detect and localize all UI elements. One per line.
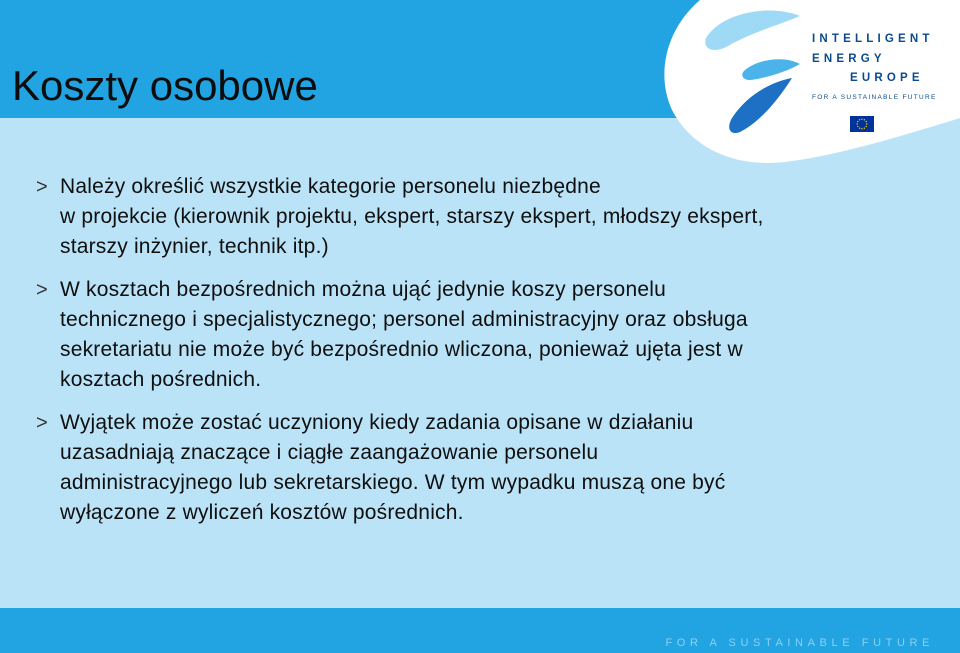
- bullet-line: Wyjątek może zostać uczyniony kiedy zadania opisane w działaniu: [60, 411, 694, 434]
- bullet-line: Należy określić wszystkie kategorie personelu niezbędne: [60, 175, 601, 198]
- bullet-item: [36, 275, 941, 395]
- bullet-list: [36, 172, 941, 541]
- bullet-marker: >: [36, 176, 48, 198]
- footer-tagline: FOR A SUSTAINABLE FUTURE: [665, 637, 934, 649]
- bullet-line: W kosztach bezpośrednich można ująć jedynie koszy personelu: [60, 278, 666, 301]
- eu-flag-icon: [850, 116, 874, 132]
- bullet-text: [60, 275, 941, 395]
- bullet-item: [36, 408, 941, 528]
- bullet-line: starszy inżynier, technik itp.): [60, 235, 329, 258]
- bullet-line: uzasadniają znaczące i ciągłe zaangażowanie personelu: [60, 441, 599, 464]
- bullet-line: technicznego i specjalistycznego; personel administracyjny oraz obsługa: [60, 308, 748, 331]
- logo-word-intelligent: INTELLIGENT: [812, 33, 934, 45]
- logo-word-energy: ENERGY: [812, 53, 886, 65]
- bullet-line: sekretariatu nie może być bezpośrednio wliczona, ponieważ ujęta jest w: [60, 338, 743, 361]
- bullet-line: kosztach pośrednich.: [60, 368, 262, 391]
- bullet-line: wyłączone z wyliczeń kosztów pośrednich.: [60, 501, 464, 524]
- bullet-line: administracyjnego lub sekretarskiego. W tym wypadku muszą one być: [60, 471, 726, 494]
- bullet-marker: >: [36, 279, 48, 301]
- bullet-line: w projekcie (kierownik projektu, ekspert, starszy ekspert, młodszy ekspert,: [60, 205, 764, 228]
- logo-tagline: FOR A SUSTAINABLE FUTURE: [812, 94, 937, 101]
- slide-title: Koszty osobowe: [12, 62, 318, 109]
- bullet-marker: >: [36, 412, 48, 434]
- bullet-text: [60, 408, 941, 528]
- bullet-item: [36, 172, 941, 262]
- bullet-text: [60, 172, 941, 262]
- logo-word-europe: EUROPE: [850, 72, 924, 84]
